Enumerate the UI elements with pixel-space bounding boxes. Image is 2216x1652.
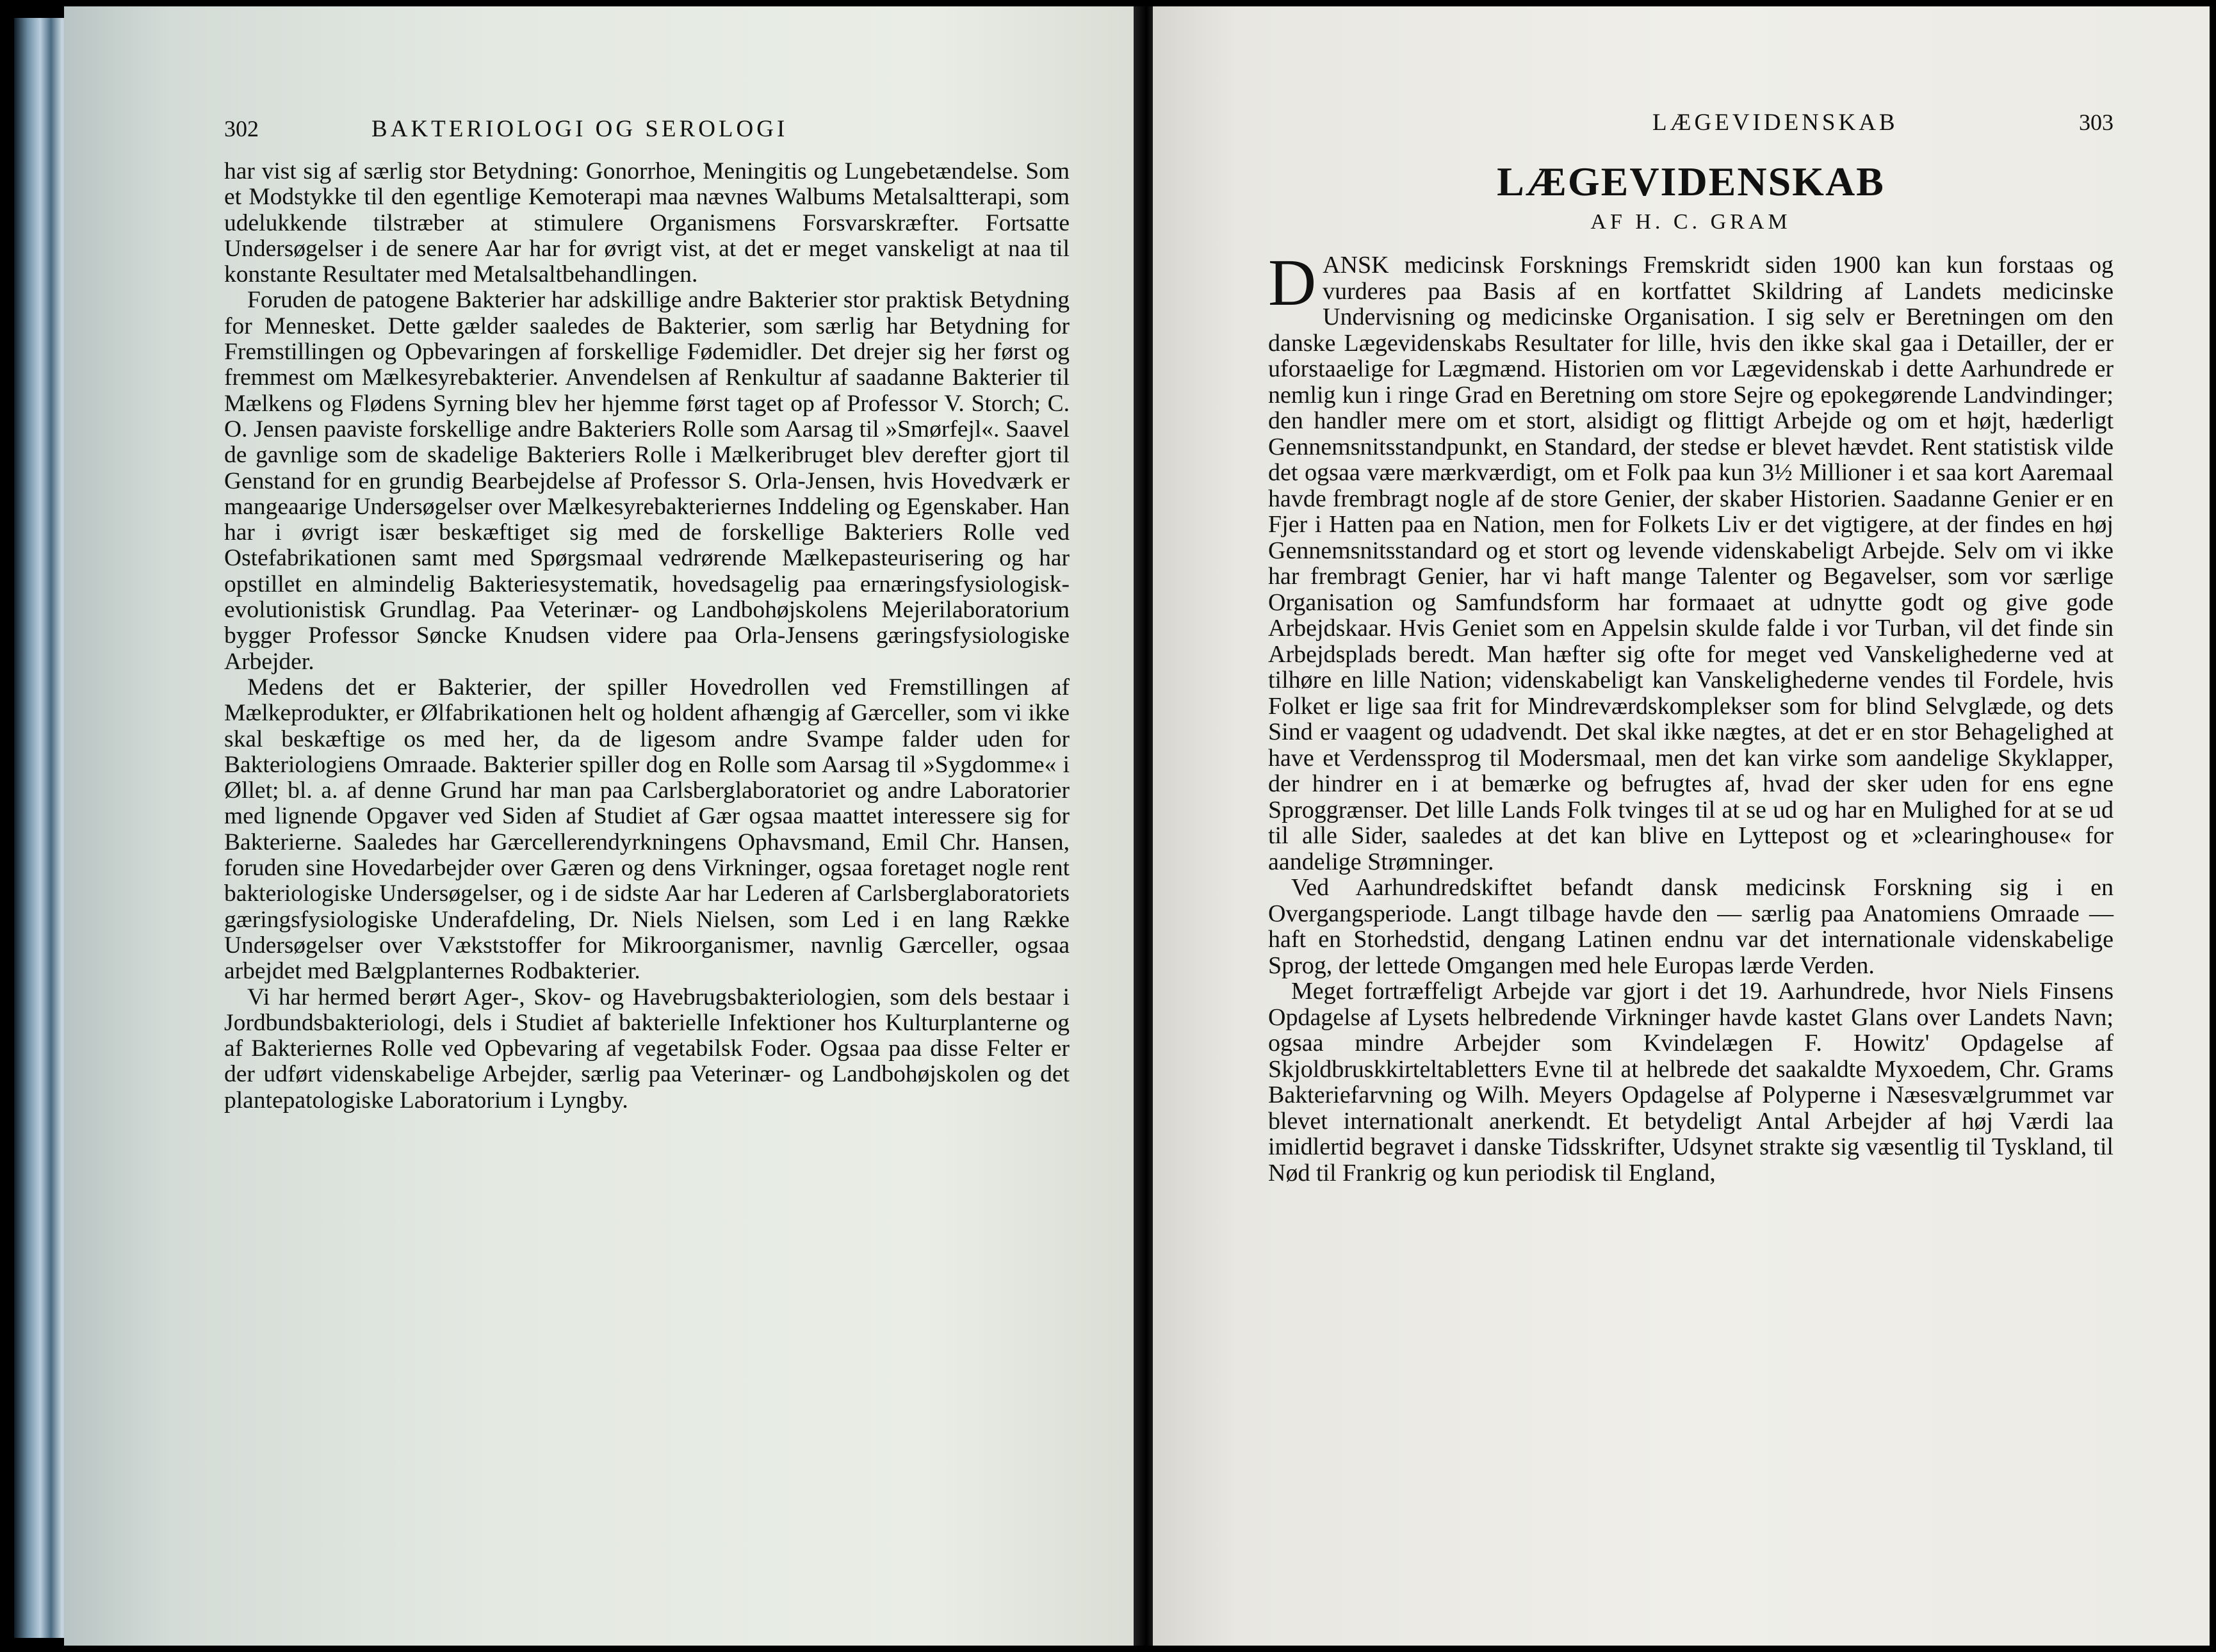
left-paragraph-4: Vi har hermed berørt Ager-, Skov- og Havebrugsbakteriologien, som dels bestaar i Jordbundsbakteriologi, dels i Studiet af bakterielle Infektioner hos Kulturplanterne og af Bakteriernes Rolle ved Opbevaring af vegetabilsk Foder. Ogsaa paa disse Felter er der udført videnskabelige Arbejder, særlig paa Veterinær- og Landbohøjskolen og det plantepatologiske Laboratorium i Lyngby. [224,984,1070,1113]
left-running-head [224,115,1070,154]
left-paragraph-3: Medens det er Bakterier, der spiller Hovedrollen ved Fremstillingen af Mælkeprodukter, er Ølfabrikationen helt og holdent afhængig af Gærceller, som vi ikke skal beskæftige os med her, da de ligesom andre Svampe falder uden for Bakteriologiens Omraade. Bakterier spiller dog en Rolle som Aarsag til »Sygdomme« i Øllet; bl. a. af denne Grund har man paa Carlsberglaboratoriet og andre Laboratorier med lignende Opgaver ved Siden af Studiet af Gær ogsaa maattet interessere sig for Bakterierne. Saaledes har Gærcellerendyrkningens Ophavsmand, Emil Chr. Hansen, foruden sine Hovedarbejder over Gæren og dens Virkninger, ogsaa foretaget nogle rent bakteriologiske Undersøgelser, og i de sidste Aar har Lederen af Carlsberglaboratoriets gæringsfysiologiske Underafdeling, Dr. Niels Nielsen, som Led i en lang Række Undersøgelser over Vækststoffer for Mikroorganismer, navnlig Gærceller, ogsaa arbejdet med Bælgplanternes Rodbakterier. [224,674,1070,985]
chapter-title: LÆGEVIDENSKAB [1497,159,1885,204]
right-paragraph-1 [1268,246,2114,875]
right-paragraph-2: Ved Aarhundredskiftet befandt dansk medicinsk Forskning sig i en Overgangsperiode. Langt tilbage havde den — særlig paa Anatomiens Omraade — haft en Storhedstid, dengang Latinen endnu var det internationale videnskabelige Sprog, der lettede Omgangen med hele Europas lærde Verden. [1268,874,2114,979]
right-paragraph-1-text: ANSK medicinsk Forsknings Fremskridt siden 1900 kan kun forstaas og vurderes paa Basis af en kortfattet Skildring af Landets medicinske Undervisning og medicinske Organisation. I sig selv er Beretningen om den danske Lægevidenskabs Resultater for lille, hvis den ikke skal gaa i Detailler, der er uforstaaelige for Lægmænd. Historien om vor Lægevidenskab i dette Aarhundrede er nemlig kun i ringe Grad en Beretning om store Sejre og epokegørende Landvindinger; den handler mere om et stort, alsidigt og flittigt Arbejde og om et højt, hæderligt Gennemsnitsstandpunkt, en Standard, der stedse er blevet hævdet. Rent statistisk vilde det ogsaa være mærkværdigt, om et Folk paa kun 3½ Millioner i et saa kort Aaremaal havde frembragt nogle af de store Genier, der skaber Historien. Saadanne Genier er en Fjer i Hatten paa en Nation, men for Folkets Liv er det vigtigere, at der findes en høj Gennemsnitsstandard og et stort og levende videnskabeligt Arbejde. Selv om vi ikke har frembragt Genier, har vi haft mange Talenter og Begavelser, som vor særlige Organisation og Samfundsform har formaaet at udnytte godt og give gode Arbejdskaar. Hvis Geniet som en Appelsin skulde falde i vor Turban, vil det finde sin Arbejdsplads beredt. Man hæfter sig ofte for meget ved Vanskelighederne ved at tilhøre en lille Nation; videnskabeligt kan Vanskelighederne vendes til Fordele, hvis Folket er lige saa frit for Mindreværdskomplekser som for blind Selvglæde, og dets Sind er vaagent og udadvendt. Det skal ikke nægtes, at det er en stor Behagelighed at have et Verdenssprog til Modersmaal, men det kan virke som aandelige Skyklapper, der hindrer en i at bemærke og befrugtes af, hvad der sker uden for ens egne Sproggrænser. Det lille Lands Folk tvinges til at se ud og har en Mulighed for at se ud til alle Sider, saaledes at det kan blive en Lyttepost og et »clearinghouse« for aandelige Strømninger. [1268,252,2114,875]
right-paragraph-3: Meget fortræffeligt Arbejde var gjort i det 19. Aarhundrede, hvor Niels Finsens Opdagelse af Lysets helbredende Virkninger havde kastet Glans over Landets Navn; ogsaa mindre Arbejder som Kvindelægen F. Howitz' Opdagelse af Skjoldbruskkirteltabletters Evne til at helbrede det saakaldte Myxoedem, Chr. Grams Bakteriefarvning og Wilh. Meyers Opdagelse af Polyperne i Næsesvælgrummet var blevet internationalt anerkendt. Et betydeligt Antal Arbejder af høj Værdi laa imidlertid begravet i danske Tidsskrifter, Udsynet strakte sig væsentlig til Tyskland, til Nød til Frankrig og kun periodisk til England, [1268,978,2114,1186]
right-page-number: 303 [2079,109,2114,135]
left-body-text [224,159,1070,1113]
left-page-number: 302 [224,116,259,142]
right-page [1153,6,2210,1646]
right-body-text [1268,246,2114,1186]
right-running-head [1268,109,2114,147]
left-paragraph-2: Foruden de patogene Bakterier har adskillige andre Bakterier stor praktisk Betydning for Mennesket. Dette gælder saaledes de Bakterier, som særlig har Betydning for Fremstillingen og Opbevaringen af forskellige Fødemidler. Det drejer sig her først og fremmest om Mælkesyrebakterier. Anvendelsen af Renkultur af saadanne Bakterier til Mælkens og Flødens Syrning blev her hjemme først taget op af Professor V. Storch; C. O. Jensen paaviste forskellige andre Bakteriers Rolle som Aarsag til »Smørfejl«. Saavel de gavnlige som de skadelige Bakteriers Rolle i Mælkeribruget blev derefter gjort til Genstand for en grundig Bearbejdelse af Professor S. Orla-Jensen, hvis Hovedværk er mangeaarige Undersøgelser over Mælkesyrebakteriernes Inddeling og Egenskaber. Han har i øvrigt især beskæftiget sig med de forskellige Bakteriers Rolle ved Ostefabrikationen samt med Spørgsmaal vedrørende Mælkepasteurisering og har opstillet en almindelig Bakteriesystematik, hovedsagelig paa ernæringsfysiologisk-evolutionistisk Grundlag. Paa Veterinær- og Landbohøjskolens Mejerilaboratorium bygger Professor Søncke Knudsen videre paa Orla-Jensens gæringsfysiologiske Arbejder. [224,287,1070,675]
left-page [64,6,1140,1646]
right-running-head-title: LÆGEVIDENSKAB [1652,109,1898,136]
left-paragraph-1: har vist sig af særlig stor Betydning: Gonorrhoe, Meningitis og Lungebetændelse. Som et Modstykke til den egentlige Kemoterapi maa nævnes Walbums Metalsaltterapi, som udelukkende tilstræber at stimulere Organismens Forsvarskræfter. Fortsatte Undersøgelser i de senere Aar har for øvrigt vist, at det er meget vanskeligt at naa til konstante Resultater med Metalsaltbehandlingen. [224,158,1070,288]
drop-cap: D [1268,246,1317,320]
left-running-head-title: BAKTERIOLOGI OG SEROLOGI [371,116,788,142]
chapter-author: AF H. C. GRAM [1590,210,1791,234]
